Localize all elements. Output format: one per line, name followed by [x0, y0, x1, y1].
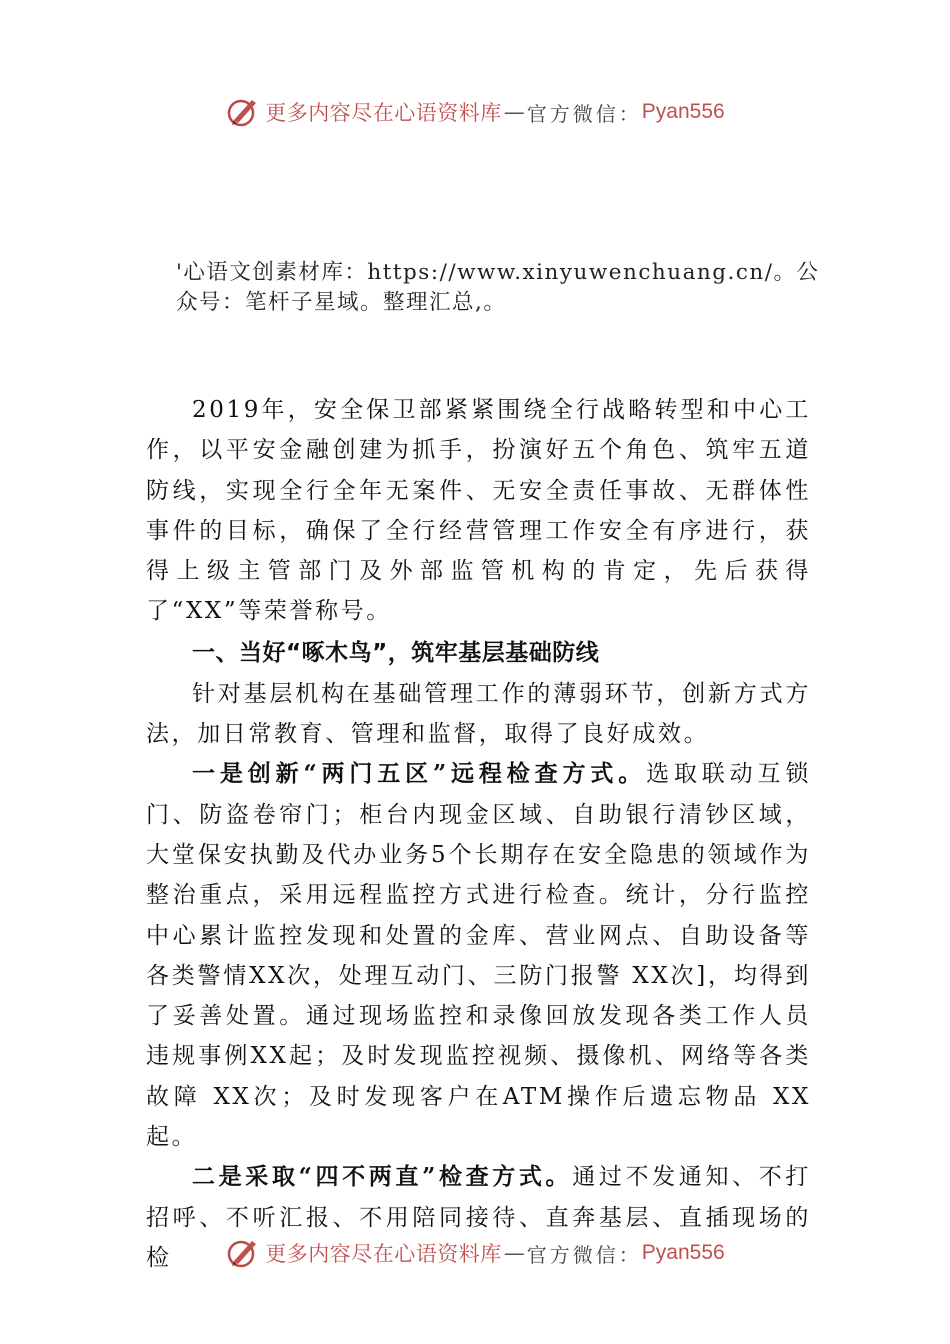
point-two-title: 二是采取“四不两直”检查方式。 — [192, 1163, 573, 1191]
point-one — [146, 754, 811, 1157]
section-heading: 一、当好“啄木鸟”，筑牢基层基础防线 — [192, 639, 600, 666]
source-note: '心语文创素材库：https://www.xinyuwenchuang.cn/。公众号：笔杆子星域。整理汇总,。 — [176, 260, 820, 315]
document-body — [146, 390, 811, 1278]
banner-label: 官方微信： — [526, 101, 642, 126]
banner-text: 更多内容尽在心语资料库 — [265, 101, 502, 125]
point-one-title: 一是创新“两门五区”远程检查方式。 — [192, 760, 647, 788]
intro-paragraph: 2019年，安全保卫部紧紧围绕全行战略转型和中心工作，以平安金融创建为抓手，扮演好五个角色、筑牢五道防线，实现全行全年无案件、无安全责任事故、无群体性事件的目标，确保了全行经营管理工作安全有序进行，获得上级主管部门及外部监管机构的肯定，先后获得了“XX”等荣誉称号。 — [146, 397, 811, 625]
header-watermark — [0, 92, 950, 132]
section-lead: 针对基层机构在基础管理工作的薄弱环节，创新方式方法，加日常教育、管理和监督，取得了良好成效。 — [146, 680, 811, 748]
banner-wechat-id: Pyan556 — [641, 100, 725, 123]
banner-text: 更多内容尽在心语资料库 — [265, 1242, 502, 1266]
banner-dash: — — [503, 100, 525, 124]
point-one-body: 选取联动互锁门、防盗卷帘门；柜台内现金区域、自助银行清钞区域，大堂保安执勤及代办业务5个长期存在安全隐患的领域作为整治重点，采用远程监控方式进行检查。统计，分行监控中心累计监控发现和处置的金库、营业网点、自助设备等各类警情XX次，处理互动门、三防门报警 XX次]，均得到了妥善处置。通过现场监控和录像回放发现各类工作人员违规事例XX起；及时发现监控视频、摄像机、网络等各类故障 XX次；及时发现客户在ATM操作后遗忘物品 XX起。 — [146, 761, 811, 1151]
point-two-body: 通过不发通知、不打招呼、不听汇报、不用陪同接待、直奔基层、直插现场的检 — [146, 1164, 811, 1271]
pen-logo-icon — [225, 1235, 261, 1271]
banner-label: 官方微信： — [526, 1242, 642, 1267]
banner-dash: — — [503, 1241, 525, 1265]
footer-watermark — [0, 1233, 950, 1273]
banner-wechat-id: Pyan556 — [641, 1241, 725, 1264]
pen-logo-icon — [225, 94, 261, 130]
